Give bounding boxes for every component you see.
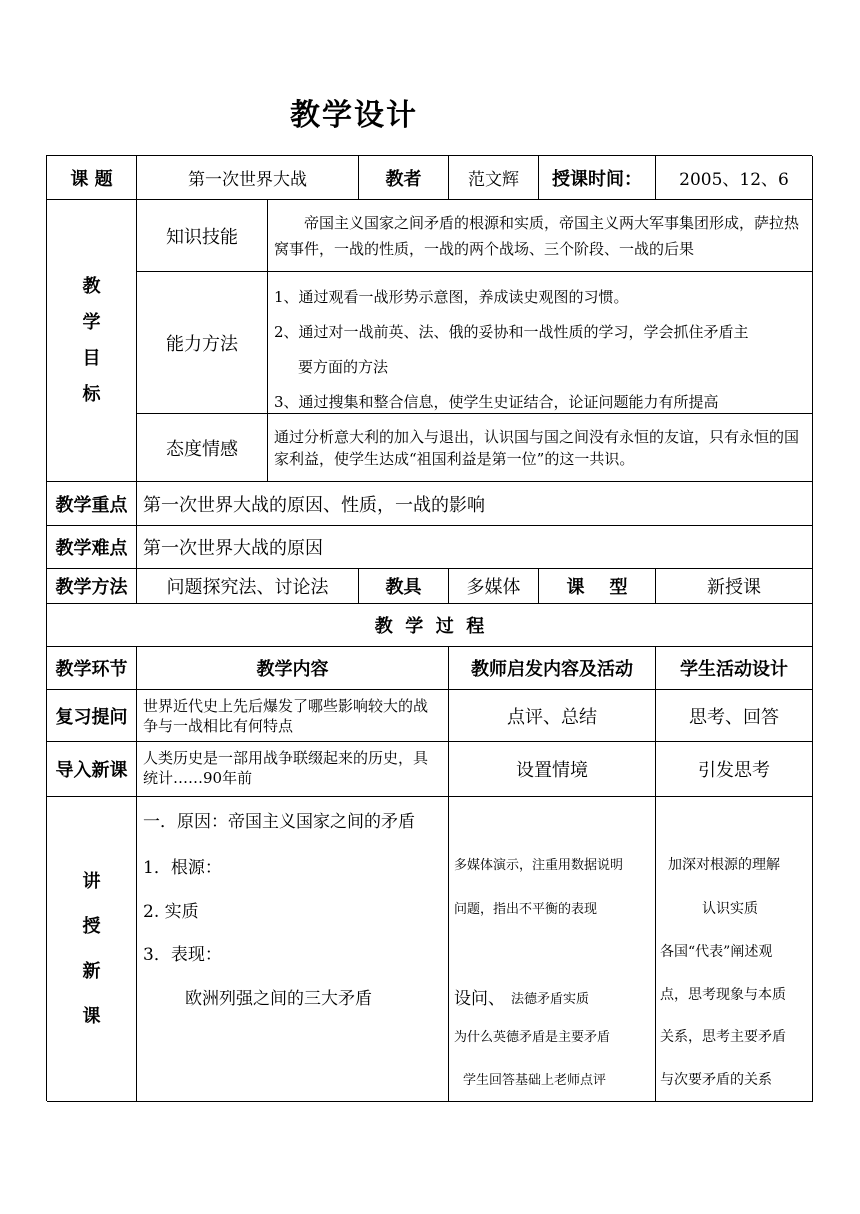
header-stage: 教学环节: [47, 647, 137, 690]
teacher-line: 多媒体演示，注重用数据说明: [454, 858, 624, 873]
review-label: 复习提问: [47, 690, 137, 742]
ability-label: 能力方法: [137, 272, 268, 414]
lecture-line: 1．根源：: [143, 858, 222, 878]
teacher-line: 为什么英德矛盾是主要矛盾: [454, 1030, 611, 1045]
lecture-line: 2. 实质: [143, 902, 199, 922]
student-line: 关系，思考主要矛盾: [660, 1029, 786, 1045]
intro-teacher: 设置情境: [449, 742, 656, 797]
type-label: 课 型: [539, 569, 656, 604]
lesson-plan-table: [46, 155, 812, 1101]
difficulty-label: 教学难点: [47, 526, 137, 569]
review-student: 思考、回答: [656, 690, 813, 742]
attitude-label: 态度情感: [137, 414, 268, 482]
attitude-text: 通过分析意大利的加入与退出，认识国与国之间没有永恒的友谊，只有永恒的国家利益，使学生达成“祖国利益是第一位”的这一共识。: [268, 414, 813, 482]
time-label: 授课时间：: [539, 156, 656, 200]
ability-item: 1、通过观看一战形势示意图，养成读史观图的习惯。: [274, 288, 629, 306]
method-value: 问题探究法、讨论法: [137, 569, 359, 604]
lecture-line: 欧洲列强之间的三大矛盾: [185, 989, 372, 1009]
lecture-content: [137, 797, 449, 1102]
method-label: 教学方法: [47, 569, 137, 604]
course-value: 第一次世界大战: [137, 156, 359, 200]
objectives-label: 教 学 目 标: [47, 200, 137, 482]
knowledge-text: 帝国主义国家之间矛盾的根源和实质，帝国主义两大军事集团形成，萨拉热窝事件，一战的性质，一战的两个战场、三个阶段、一战的后果: [268, 200, 813, 272]
header-student: 学生活动设计: [656, 647, 813, 690]
ability-item: 2、通过对一战前英、法、俄的妥协和一战性质的学习，学会抓住矛盾主: [274, 323, 749, 341]
header-teacher: 教师启发内容及活动: [449, 647, 656, 690]
intro-content: 人类历史是一部用战争联缀起来的历史，具统计……90年前: [137, 742, 449, 797]
intro-student: 引发思考: [656, 742, 813, 797]
key-point-label: 教学重点: [47, 482, 137, 526]
tool-label: 教具: [359, 569, 449, 604]
lecture-teacher: [449, 797, 656, 1102]
key-point-text: 第一次世界大战的原因、性质，一战的影响: [137, 482, 813, 526]
teacher-line: 设问、: [454, 989, 505, 1009]
intro-label: 导入新课: [47, 742, 137, 797]
review-content: 世界近代史上先后爆发了哪些影响较大的战争与一战相比有何特点: [137, 690, 449, 742]
student-line: 认识实质: [702, 901, 758, 917]
lecture-student: [656, 797, 813, 1102]
ability-item: 3、通过搜集和整合信息，使学生史证结合，论证问题能力有所提高: [274, 393, 719, 411]
course-label: 课 题: [47, 156, 137, 200]
teacher-line: 问题，指出不平衡的表现: [454, 902, 598, 917]
teacher-line: 法德矛盾实质: [511, 992, 590, 1007]
ability-item: 要方面的方法: [298, 358, 389, 376]
type-value: 新授课: [656, 569, 813, 604]
lecture-line: 一．原因：帝国主义国家之间的矛盾: [143, 812, 415, 832]
student-line: 各国“代表”阐述观: [660, 944, 773, 960]
teacher-label: 教者: [359, 156, 449, 200]
lecture-line: 3．表现：: [143, 945, 222, 965]
document-title: 教学设计: [290, 98, 418, 133]
lecture-label: 讲 授 新 课: [47, 797, 137, 1102]
tool-value: 多媒体: [449, 569, 539, 604]
review-teacher: 点评、总结: [449, 690, 656, 742]
student-line: 加深对根源的理解: [668, 857, 780, 873]
difficulty-text: 第一次世界大战的原因: [137, 526, 813, 569]
teacher-line: 学生回答基础上老师点评: [463, 1073, 607, 1088]
teacher-value: 范文辉: [449, 156, 539, 200]
time-value: 2005、12、6: [656, 156, 813, 200]
student-line: 点，思考现象与本质: [660, 987, 786, 1003]
knowledge-label: 知识技能: [137, 200, 268, 272]
process-title: 教 学 过 程: [47, 604, 813, 647]
ability-list: [268, 272, 813, 414]
header-content: 教学内容: [137, 647, 449, 690]
student-line: 与次要矛盾的关系: [660, 1072, 772, 1088]
